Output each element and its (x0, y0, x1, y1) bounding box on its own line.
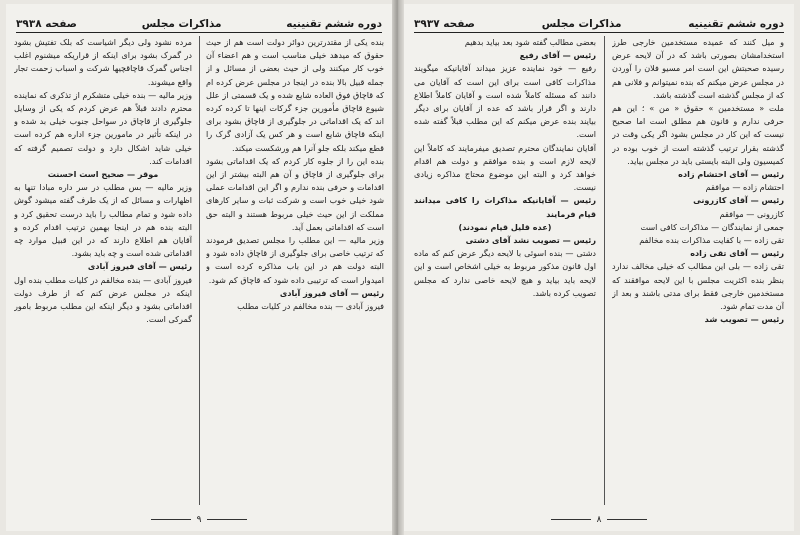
paragraph: کازرونی — موافقم (719, 208, 784, 219)
paragraph: وزیر مالیه — بنده خیلی متشکرم از تذکری که نماینده محترم دادند قبلاً هم عرض کردم که یکی از وسایل جلوگیری از قاچاق در سواحل جنوب خیلی بد شده و در اینکه تأثیر در مامورین جزء اداره هم کرده است خیلی شاید اشکال دارد و دولت تصمیم گرفته که اقدامات کند. (14, 89, 192, 166)
paragraph: وزیر مالیه — بس مطلب در سر داره مبادا تنها به اظهارات و مسائل که از یک طرف گفته میشود گوش داده شود و تمام مطالب را باید درست تحقیق کرد و البته بنده هم در اینجا بهمین ترتیب اقدام کرده و آقایان هم اطلاع دارند که در این قبیل موارد چه اقداماتی شده است و چه باید بشود. (14, 182, 192, 259)
paragraph: وزیر مالیه — این مطلب را مجلس تصدیق فرمودند که ترتیب خاصی برای جلوگیری از قاچاق داده شود و البته دولت هم در این باب مذاکره کرده است و امیدوار است که ترتیبی داده شود که قاچاق کم شود. (206, 235, 384, 285)
right-page-number: ۸ (596, 515, 602, 525)
left-page-label: صفحه ۳۹۳۸ (16, 18, 77, 30)
left-page (6, 4, 392, 531)
speaker-line: رئیس — تصویب نشد آقای دشتی (465, 235, 596, 246)
speaker-line: رئیس — آقای تقی زاده (690, 248, 784, 259)
speaker-line: رئیس — آقای فیروز آبادی (279, 287, 384, 298)
left-page-column-left (14, 36, 192, 507)
paragraph: فیروز آبادی — بنده مخالفم در کلیات مطلب بنده اول اینکه در مجلس عرض کنم که از طرف دولت اقداماتی بشود و دیگر اینکه این مطلب مربوط بامور گمرکی است. (14, 274, 192, 325)
paragraph: بنده یکی از مقتدرترین دوائر دولت است هم از حیث حقوق که میدهد خیلی مناسب است و هم اعضاء آن خوب کار میکنند ولی از حیث بعضی از مسائل و از جمله قبیل بالا بنده در اینجا در مجلس عرض کرده ام که قاچاق فوق العاده شایع شده و یک قسمتی از علل شیوع قاچاق مأمورین جزء گرکات اینها تا کرده کرده اند که یک اقداماتی در جلوگیری از قاچاق بشود برای اینکه قاچاق شایع است و هر کس یک آزادی گرک را قطع میکند بلکه جلو آنرا هم ورشکست میکند. (206, 37, 384, 153)
paragraph: احتشام زاده — موافقم (705, 182, 784, 193)
paragraph: دشتی — بنده اسوئی با لایحه دیگر عرض کنم که ماده اول قانون مذکور مربوط به خیلی اشخاص است و این لایحه باید بیاید و هیچ لایحه خاصی ندارد که مجلس تصویب کرده باشد. (414, 248, 596, 298)
left-session-label: دوره ششم تقنینیه (286, 18, 382, 30)
paragraph: بنده این را از جلوه کار کردم که یک اقداماتی بشود برای جلوگیری از قاچاق و آن هم البته بیشتر از این اقدامات و حرفی بنده ندارم و اگر این اقدامات عملی شود خیلی خوب است و شرکت ثبات و سایر کارهای مملکت از این حیث خیلی مربوط هستند و البته حق است که اقداماتی بعمل آید. (206, 155, 384, 232)
paragraph: تقی زاده — با کفایت مذاکرات بنده مخالفم (639, 235, 784, 246)
right-session-label: دوره ششم تقنینیه (688, 18, 784, 30)
right-page-column-right (612, 36, 784, 507)
right-page-label: صفحه ۳۹۳۷ (414, 18, 475, 30)
left-page-footer (6, 515, 392, 525)
paragraph: و میل کنند که عمیده مستخدمین خارجی طرز استخدامشان بصورتی باشد که در آن لایحه عرض رسیده صحبتش این است امر مسیو فلان را آوردن در مجلس عرض میکنم که بنده نمیتوانم و فلانی هم که از مجلس گذشته است گذشته باشد. (612, 37, 784, 100)
right-page-column-left (414, 36, 596, 507)
paragraph: جمعی از نمایندگان — مذاکرات کافی است (640, 221, 784, 232)
right-page-header (414, 12, 784, 33)
speaker-line: رئیس — آقای رفیع (519, 50, 596, 61)
right-page (404, 4, 794, 531)
paragraph: تقی زاده — بلی این مطالب که خیلی مخالف ندارد بنظر بنده اکثریت مجلس با این لایحه موافقند که مستخدمین خارجی فقط برای مدتی باشند و بعد از آن مدت تمام شود. (612, 261, 784, 312)
speaker-line: رئیس — آقای احتشام زاده (678, 169, 784, 180)
left-title: مذاکرات مجلس (141, 18, 222, 30)
paragraph: ملت « مستخدمین » حقوق « من » ؛ این هم حرفی ندارم و قانون هم مطلق است اما صحیح نیست که این کار در مجلس بشود اگر یکی وقت در گذشته بقرار ترتیب گذشته است از خوب بوده در کمیسیون ولی البته بایستی باید در مجلس بیاید. (612, 103, 784, 166)
column-divider (604, 36, 605, 505)
paragraph: فیروز آبادی — بنده مخالفم در کلیات مطلب (237, 301, 384, 312)
speaker-line: رئیس — آقایانیکه مذاکرات را کافی میدانند قیام فرمایند (414, 195, 596, 219)
right-page-footer (404, 515, 794, 525)
paragraph: آقایان نمایندگان محترم تصدیق میفرمایند که کاملاً این لایحه لازم است و بنده موافقم و دولت هم اقدام خواهد کرد و البته این موضوع محتاج مذاکره زیادی نیست. (414, 142, 596, 193)
paragraph: بعضی مطالب گفته شود بعد بیاید بدهیم (464, 37, 596, 47)
interjection: موقر — صحیح است احسنت (47, 169, 159, 180)
speaker-line: رئیس — آقای کازرونی (693, 195, 784, 206)
speaker-line: رئیس — تصویب شد (704, 314, 784, 325)
paragraph: مرده نشود ولی دیگر اشیاست که بلک تفتیش بشود در گمرک بشود برای اینکه از قراریکه میشنوم اغلب اجناس گمرک قاچاقچیها شرکت و اسباب زحمت تجار واقع میشوند. (14, 37, 192, 87)
speaker-line: رئیس — آقای فیروز آبادی (87, 261, 192, 272)
left-page-header (16, 12, 382, 33)
book-gutter (392, 0, 404, 535)
left-page-column-right (206, 36, 384, 507)
paragraph: رفیع — خود نماینده عزیز میداند آقایانیکه میگویند مذاکرات کافی است برای این است که آقایان می دانند که مسئله کاملاً شده است و آقایان کاملاً اطلاع دارند و اگر قرار باشد که عده از آقایان برای دیگر بیایند بنده عرض میکنم که این مطلب قبلاً گفته شده است. (414, 63, 596, 140)
left-page-number: ۹ (196, 515, 202, 525)
interjection: (عده قلیل قیام نمودند) (458, 221, 552, 232)
column-divider (199, 36, 200, 505)
right-title: مذاکرات مجلس (541, 18, 622, 30)
